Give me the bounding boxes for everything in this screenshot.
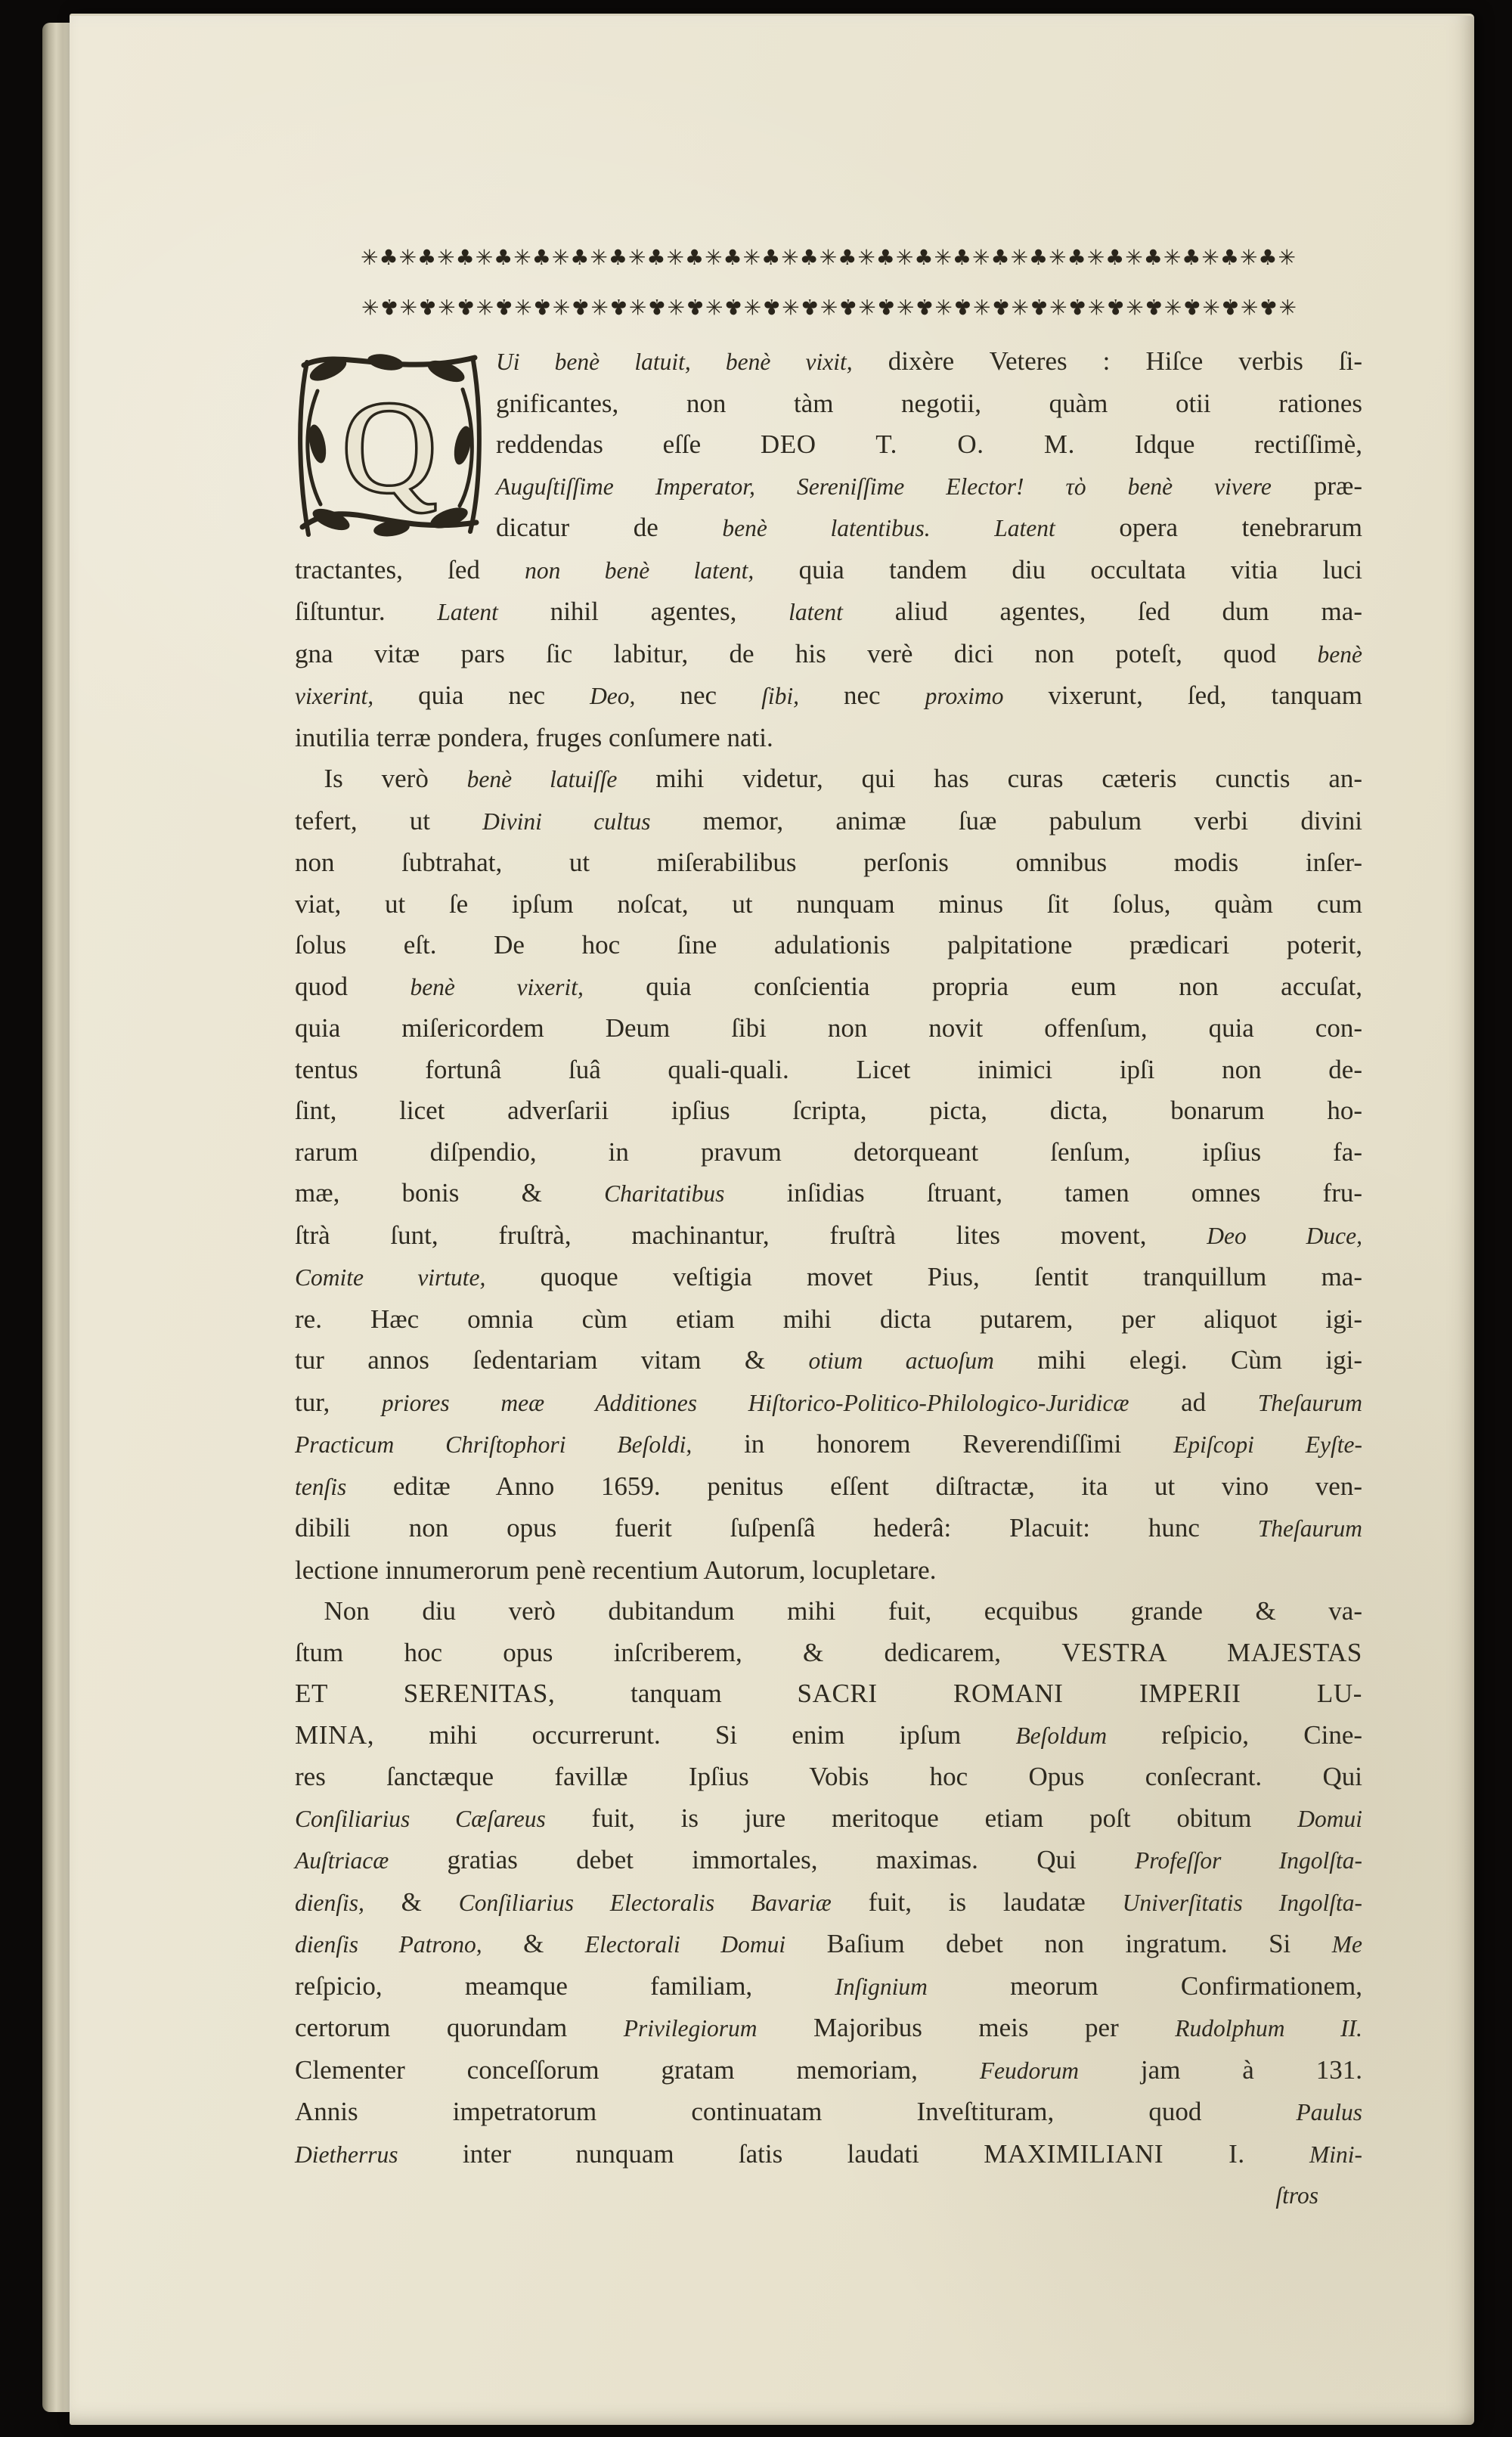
text-line [295, 925, 1362, 966]
text-segment: Majoribus meis per [757, 2013, 1176, 2042]
text-segment: Conſiliarius Electoralis Bavariæ [458, 1889, 832, 1916]
text-segment: ſolus eſt. De hoc ſine adulationis palpitatione prædicari poterit, [295, 930, 1362, 960]
dropcap-initial-q [295, 346, 484, 542]
text-segment: inſidias ſtruant, tamen omnes fru- [724, 1178, 1362, 1208]
text-line [295, 758, 1362, 801]
text-line [295, 1424, 1362, 1466]
text-segment: re. Hæc omnia cùm etiam mihi dicta putarem, per aliquot igi- [295, 1304, 1362, 1334]
text-line [295, 1924, 1362, 1966]
paragraph [295, 1591, 1362, 2175]
book-page-edges [42, 23, 71, 2412]
text-segment: Divini cultus [482, 808, 651, 835]
text-line [295, 550, 1362, 592]
book-page [70, 14, 1474, 2425]
text-segment: quod [295, 971, 411, 1001]
text-segment: tractantes, ſed [295, 554, 525, 584]
text-segment: Ui benè latuit, benè vixit, [496, 349, 853, 375]
text-line [295, 1550, 1362, 1592]
text-segment: Beſoldum [1015, 1722, 1108, 1749]
text-segment: Latent [437, 599, 498, 625]
text-segment: Conſiliarius Cæſareus [295, 1805, 546, 1832]
text-segment: Theſaurum [1257, 1515, 1362, 1542]
text-segment [931, 513, 995, 542]
text-segment: mihi elegi. Cùm igi- [993, 1345, 1362, 1375]
text-segment: DEO T. O. M. [760, 429, 1075, 459]
text-segment: jam à 131. [1079, 2054, 1362, 2085]
text-segment: Charitatibus [604, 1180, 725, 1207]
text-segment: fuit, is laudatæ [831, 1887, 1123, 1917]
text-line [295, 1632, 1362, 1674]
text-segment: VESTRA MAJESTAS [1061, 1637, 1363, 1667]
text-segment: Rudolphum II. [1175, 2015, 1362, 2042]
text-segment: Auguſtiſſime Imperator, Sereniſſime Elector! [496, 473, 1024, 500]
text-segment: fuit, is jure meritoque etiam poſt obitum [545, 1803, 1298, 1833]
text-segment: Auſtriacæ [295, 1847, 389, 1874]
text-segment: Practicum Chriſtophori Beſoldi, [295, 1431, 692, 1458]
text-line [295, 1132, 1362, 1174]
text-segment: mihi occurrerunt. Si enim ipſum [374, 1719, 1016, 1750]
text-segment: Annis impetratorum continuatam Inveſtituram, quod [295, 2097, 1297, 2126]
text-segment: meorum Confirmationem, [927, 1970, 1363, 2001]
text-line [295, 1715, 1362, 1757]
text-line [295, 2134, 1362, 2176]
text-line [295, 1756, 1362, 1798]
text-line [295, 966, 1362, 1009]
text-segment: Electorali Domui [584, 1931, 786, 1958]
text-segment: benè latentibus. [722, 515, 931, 541]
text-segment: certorum quorundam [295, 2013, 624, 2042]
text-line [295, 1966, 1362, 2008]
text-segment: quia tandem diu occultata vitia luci [754, 554, 1362, 584]
text-segment: quoque veſtigia movet Pius, ſentit tranquillum ma- [485, 1262, 1362, 1291]
text-line [295, 801, 1362, 843]
text-segment: Deo Duce, [1207, 1222, 1362, 1249]
text-line [295, 718, 1362, 759]
text-line [295, 1215, 1362, 1257]
text-line [295, 1882, 1362, 1924]
text-segment: tanquam [555, 1679, 798, 1708]
text-segment: dixère Veteres : Hiſce verbis ſi- [852, 346, 1362, 376]
text-segment: proximo [925, 683, 1004, 709]
text-segment: quia nec [373, 681, 590, 710]
text-segment: reſpicio, Cine- [1107, 1719, 1363, 1750]
text-segment: res ſanctæque favillæ Ipſius Vobis hoc Opus conſecrant. Qui [295, 1762, 1362, 1791]
text-segment: ſibi, [761, 683, 799, 709]
text-line [295, 1508, 1362, 1550]
text-segment: Privilegiorum [623, 2015, 758, 2042]
text-segment: non ſubtrahat, ut miſerabilibus perſonis omnibus modis inſer- [295, 848, 1362, 877]
text-segment: SACRI ROMANI IMPERII LU- [797, 1679, 1362, 1708]
text-line [295, 842, 1362, 884]
text-segment: ad [1129, 1387, 1258, 1417]
text-segment: Comite virtute, [295, 1264, 486, 1291]
headpiece-ornament-border [295, 234, 1362, 330]
text-segment: Inſignium [835, 1973, 928, 2000]
text-block [295, 234, 1362, 2217]
text-segment: tentus fortunâ ſuâ quali-quali. Licet inimici ipſi non de- [295, 1054, 1362, 1084]
text-segment: MINA, [295, 1719, 375, 1750]
text-segment: reſpicio, meamque familiam, [295, 1970, 835, 2001]
text-line [295, 1340, 1362, 1382]
text-segment: ſint, licet adverſarii ipſius ſcripta, picta, dicta, bonarum ho- [295, 1096, 1362, 1125]
text-line [295, 1591, 1362, 1632]
text-segment: lectione innumerorum penè recentium Autorum, locupletare. [295, 1555, 937, 1585]
text-segment: viat, ut ſe ipſum noſcat, ut nunquam minus ſit ſolus, quàm cum [295, 888, 1362, 919]
text-segment: vixerint, [295, 683, 374, 709]
text-segment: benè latuiſſe [466, 766, 618, 792]
text-segment: ſtum hoc opus inſcriberem, & dedicarem, [295, 1637, 1062, 1667]
text-segment: gratias debet immortales, maximas. Qui [389, 1845, 1135, 1874]
text-segment: nihil agentes, [497, 597, 789, 626]
text-segment: Is verò [324, 764, 467, 793]
text-segment: Clementer conceſſorum gratam memoriam, [295, 2054, 980, 2085]
text-line [295, 2050, 1362, 2092]
text-segment: inter nunquam ſatis laudati [398, 2138, 984, 2169]
text-segment: tefert, ut [295, 805, 483, 836]
paragraph [295, 758, 1362, 1591]
text-segment: nec [635, 681, 762, 710]
text-segment: dibili non opus fuerit ſuſpenſâ hederâ: Placuit: hunc [295, 1513, 1258, 1543]
text-segment: quia conſcientia propria eum non accuſat, [583, 971, 1362, 1001]
text-segment: Baſium debet non ingratum. Si [785, 1929, 1332, 1958]
text-line [295, 634, 1362, 676]
text-segment: gnificantes, non tàm negotii, quàm otii rationes [496, 388, 1362, 418]
text-segment: Dietherrus [295, 2141, 398, 2168]
text-segment: aliud agentes, ſed dum ma- [842, 597, 1362, 626]
text-segment: otium actuoſum [808, 1347, 994, 1374]
text-line [295, 1173, 1362, 1215]
text-segment: benè vivere [1127, 473, 1272, 500]
text-segment: ſtrà ſunt, fruſtrà, machinantur, fruſtrà lites movent, [295, 1220, 1207, 1250]
text-segment: dienſis, [295, 1889, 364, 1916]
text-segment: Latent [994, 515, 1055, 541]
text-line [295, 2008, 1362, 2050]
text-segment: Feudorum [979, 2057, 1080, 2084]
text-segment: τὸ [1024, 473, 1128, 500]
text-segment: reddendas eſſe [496, 429, 761, 459]
text-line [295, 1008, 1362, 1050]
text-segment [1245, 2139, 1309, 2169]
text-segment: priores meæ Additiones Hiſtorico-Politico-Philologico-Juridicæ [381, 1389, 1129, 1416]
text-line [295, 1090, 1362, 1132]
text-line [295, 2091, 1362, 2134]
text-segment: non benè latent, [525, 557, 754, 584]
text-segment: Non diu verò dubitandum mihi fuit, ecquibus grande & va- [324, 1596, 1362, 1626]
ornament-row-bottom: ✳♣✳♣✳♣✳♣✳♣✳♣✳♣✳♣✳♣✳♣✳♣✳♣✳♣✳♣✳♣✳♣✳♣✳♣✳♣✳♣✳♣✳♣✳♣✳♣✳ [361, 294, 1297, 319]
text-segment: Deo, [590, 683, 636, 709]
text-segment: mihi videtur, qui has curas cæteris cunctis an- [617, 764, 1363, 793]
ornament-row-top: ✳♣✳♣✳♣✳♣✳♣✳♣✳♣✳♣✳♣✳♣✳♣✳♣✳♣✳♣✳♣✳♣✳♣✳♣✳♣✳♣✳♣✳♣✳♣✳♣✳ [361, 245, 1297, 270]
text-segment: tur annos ſedentariam vitam & [295, 1345, 809, 1375]
text-segment: dienſis Patrono, [295, 1931, 482, 1958]
text-segment: tenſis [295, 1473, 347, 1500]
dropcap-foliage-woodcut [295, 346, 484, 542]
text-segment: vixerunt, ſed, tanquam [1003, 681, 1362, 710]
text-segment: inutilia terræ pondera, fruges conſumere nati. [295, 722, 773, 752]
text-segment: rarum diſpendio, in pravum detorqueant ſenſum, ipſius fa- [295, 1136, 1362, 1167]
text-line [295, 1382, 1362, 1425]
text-segment: præ- [1271, 470, 1362, 501]
text-segment: gna vitæ pars ſic labitur, de his verè dici non poteſt, quod [295, 638, 1318, 668]
text-segment: benè [1317, 640, 1362, 668]
text-segment: MAXIMILIANI I. [984, 2138, 1245, 2169]
text-segment: memor, animæ ſuæ pabulum verbi divini [650, 805, 1363, 836]
text-segment: in honorem Reverendiſſimi [692, 1429, 1174, 1459]
text-segment: quia miſericordem Deum ſibi non novit offenſum, quia con- [295, 1013, 1362, 1043]
text-line [295, 675, 1362, 718]
text-line [295, 1798, 1362, 1840]
text-segment: & [482, 1929, 585, 1958]
text-segment: latent [789, 599, 843, 625]
text-segment: ET SERENITAS, [295, 1679, 556, 1708]
text-segment: editæ Anno 1659. penitus eſſent diſtractæ, ita ut vino ven- [346, 1471, 1362, 1501]
text-segment: Mini- [1309, 2141, 1363, 2168]
text-segment: Epiſcopi Eyſte- [1173, 1431, 1362, 1458]
text-line [295, 1050, 1362, 1091]
text-segment: opera tenebrarum [1055, 513, 1362, 542]
text-segment: Profeſſor Ingolſta- [1135, 1847, 1362, 1874]
catchword: ſtros [1275, 2182, 1318, 2209]
text-segment: dicatur de [496, 513, 723, 542]
text-segment: Univerſitatis Ingolſta- [1122, 1889, 1362, 1916]
text-segment: tur, [295, 1387, 382, 1417]
text-segment: Theſaurum [1257, 1389, 1363, 1416]
dropcap-letter: Q [342, 376, 437, 519]
text-segment: & [364, 1887, 459, 1917]
text-segment: Me [1331, 1931, 1362, 1958]
text-line [295, 1257, 1362, 1299]
text-line [295, 591, 1362, 634]
text-segment: Domui [1297, 1805, 1363, 1832]
text-segment: mæ, bonis & [295, 1178, 605, 1208]
text-line [295, 1466, 1362, 1508]
text-segment: ſiſtuntur. [295, 597, 438, 626]
text-segment: nec [798, 681, 925, 710]
text-line [295, 1673, 1362, 1715]
paragraphs [295, 341, 1362, 2175]
text-line [295, 884, 1362, 926]
text-segment: Paulus [1296, 2099, 1362, 2125]
text-segment: benè vixerit, [410, 973, 584, 1000]
text-line [295, 1299, 1362, 1341]
text-line [295, 1840, 1362, 1882]
text-segment: Idque rectiſſimè, [1074, 429, 1362, 459]
